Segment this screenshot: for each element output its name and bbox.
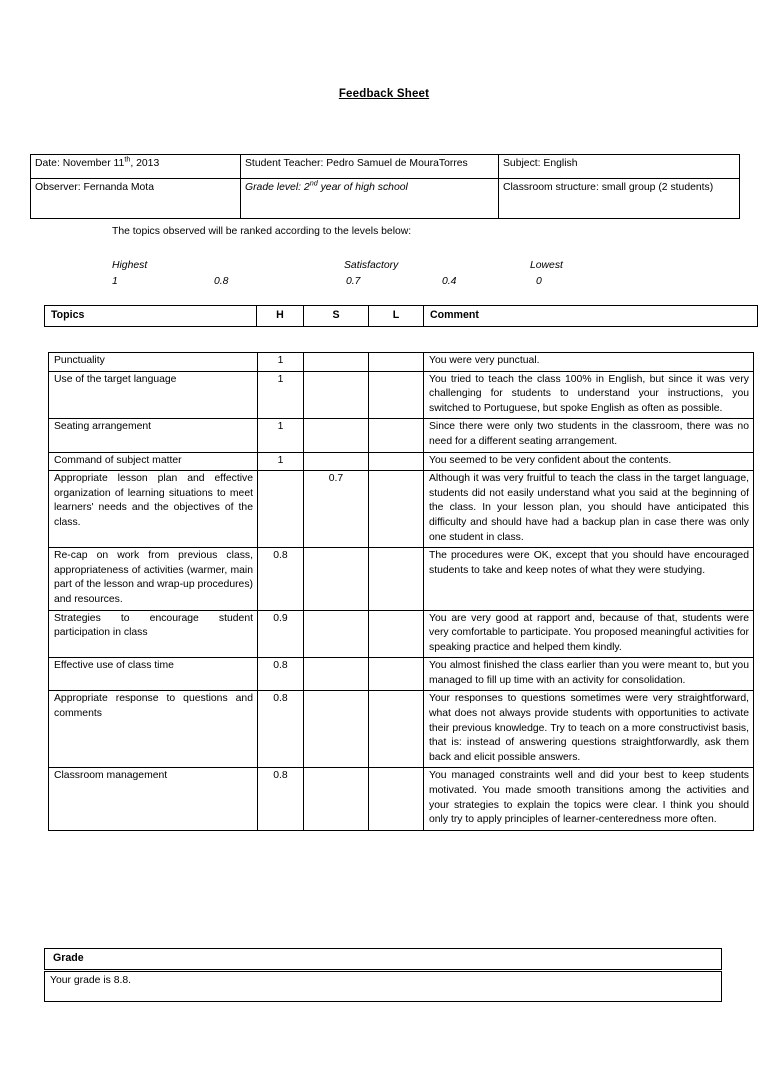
topic-cell: Appropriate lesson plan and effective organization of learning situations to meet learners' needs and the objectives of the class. [49,471,258,548]
grade-level-prefix: Grade level: 2 [245,182,310,193]
grade-value-row [45,972,722,1002]
grade-level-suffix: year of high school [317,182,408,193]
topic-cell: Seating arrangement [49,419,258,452]
score-l-cell [369,658,424,691]
topic-cell: Strategies to encourage student participation in class [49,610,258,658]
scale-value-1: 1 [112,276,118,287]
score-h-cell: 0.9 [258,610,304,658]
score-h-cell: 0.8 [258,658,304,691]
column-header-comment: Comment [424,306,758,327]
scale-label-highest: Highest [112,260,148,271]
scale-value-0-8: 0.8 [214,276,229,287]
score-l-cell [369,610,424,658]
date-value: November 11 [62,158,125,169]
score-l-cell [369,419,424,452]
grade-level-cell [241,179,499,219]
table-row [49,353,754,372]
comment-cell: You seemed to be very confident about the contents. [424,452,754,471]
score-l-cell [369,371,424,419]
column-header-h: H [257,306,304,327]
column-header-topics: Topics [45,306,257,327]
topics-header-row [45,306,758,327]
comment-cell: Your responses to questions sometimes were very straightforward, what does not always provide students with opportunities to activate their previous knowledge. Try to teach on a more constructivist basis, that is: instead of answering questions straightforwardly, ask them back and elicit possible answers. [424,691,754,768]
score-l-cell [369,548,424,610]
scale-value-0-7: 0.7 [346,276,361,287]
scale-values-row [112,274,632,290]
scale-label-lowest: Lowest [530,260,563,271]
score-h-cell: 0.8 [258,691,304,768]
grade-level-ordinal-suffix: nd [309,178,318,188]
table-row [49,371,754,419]
page-title: Feedback Sheet [338,88,430,100]
comment-cell: You almost finished the class earlier than you were meant to, but you managed to fill up time with an activity for consolidation. [424,658,754,691]
score-h-cell: 1 [258,419,304,452]
score-l-cell [369,691,424,768]
classroom-structure-cell: Classroom structure: small group (2 students) [499,179,740,219]
score-s-cell [304,768,369,830]
table-row [49,471,754,548]
comment-cell: Although it was very fruitful to teach the class in the target language, students did not easily understand what you said at the beginning of the class. In your lesson plan, you should have anticipated this difficulty and should have had a backup plan in case there was only one student in class. [424,471,754,548]
comment-cell: You were very punctual. [424,353,754,372]
grade-value-text: Your grade is 8.8. [45,972,722,1002]
score-l-cell [369,452,424,471]
score-h-cell: 0.8 [258,548,304,610]
topic-cell: Classroom management [49,768,258,830]
date-ordinal-suffix: th [124,154,131,164]
table-row [49,658,754,691]
score-l-cell [369,353,424,372]
scale-value-0-4: 0.4 [442,276,457,287]
score-h-cell [258,471,304,548]
score-s-cell [304,658,369,691]
score-s-cell [304,610,369,658]
topic-cell: Re-cap on work from previous class, appropriateness of activities (warmer, main part of the lesson and wrap-up procedures) and resources. [49,548,258,610]
scale-labels-row [112,258,632,274]
score-l-cell [369,471,424,548]
intro-text: The topics observed will be ranked according to the levels below: [112,226,412,237]
grade-value-table [44,971,722,1002]
comment-cell: Since there were only two students in the classroom, there was no need for a different seating arrangement. [424,419,754,452]
grade-header-label: Grade [45,949,722,970]
observer-cell: Observer: Fernanda Mota [31,179,241,219]
topic-cell: Use of the target language [49,371,258,419]
score-h-cell: 1 [258,371,304,419]
student-teacher-cell: Student Teacher: Pedro Samuel de MouraTorres [241,155,499,179]
topic-cell: Appropriate response to questions and comments [49,691,258,768]
score-s-cell [304,371,369,419]
column-header-s: S [304,306,369,327]
topics-table [48,352,754,831]
table-row [49,548,754,610]
column-header-l: L [369,306,424,327]
grade-header-row [45,949,722,970]
score-h-cell: 0.8 [258,768,304,830]
header-info-table [30,154,740,219]
header-row-2 [31,179,740,219]
table-row [49,419,754,452]
scale-value-0: 0 [536,276,542,287]
table-row [49,768,754,830]
date-cell [31,155,241,179]
topics-header-table [44,305,758,327]
scale-label-satisfactory: Satisfactory [344,260,399,271]
topic-cell: Effective use of class time [49,658,258,691]
score-s-cell [304,452,369,471]
comment-cell: The procedures were OK, except that you should have encouraged students to take and keep notes of what they were studying. [424,548,754,610]
grade-header-table [44,948,722,970]
score-s-cell [304,548,369,610]
date-year: , 2013 [130,158,160,169]
score-s-cell [304,353,369,372]
topic-cell: Punctuality [49,353,258,372]
topic-cell: Command of subject matter [49,452,258,471]
score-s-cell [304,419,369,452]
table-row [49,452,754,471]
comment-cell: You tried to teach the class 100% in English, but since it was very challenging for students to understand your instructions, you switched to Portuguese, but spoke English as often as possible. [424,371,754,419]
subject-cell: Subject: English [499,155,740,179]
table-row [49,610,754,658]
header-row-1 [31,155,740,179]
scale-legend [112,258,632,290]
date-label: Date: [35,158,60,169]
comment-cell: You managed constraints well and did your best to keep students motivated. You made smooth transitions among the activities and your strategies to explain the topics were clear. I think you should only try to apply principles of learner-centeredness more often. [424,768,754,830]
comment-cell: You are very good at rapport and, because of that, students were very comfortable to participate. You proposed meaningful activities for speaking practice and helped them kindly. [424,610,754,658]
score-h-cell: 1 [258,452,304,471]
score-s-cell: 0.7 [304,471,369,548]
score-h-cell: 1 [258,353,304,372]
score-s-cell [304,691,369,768]
score-l-cell [369,768,424,830]
table-row [49,691,754,768]
